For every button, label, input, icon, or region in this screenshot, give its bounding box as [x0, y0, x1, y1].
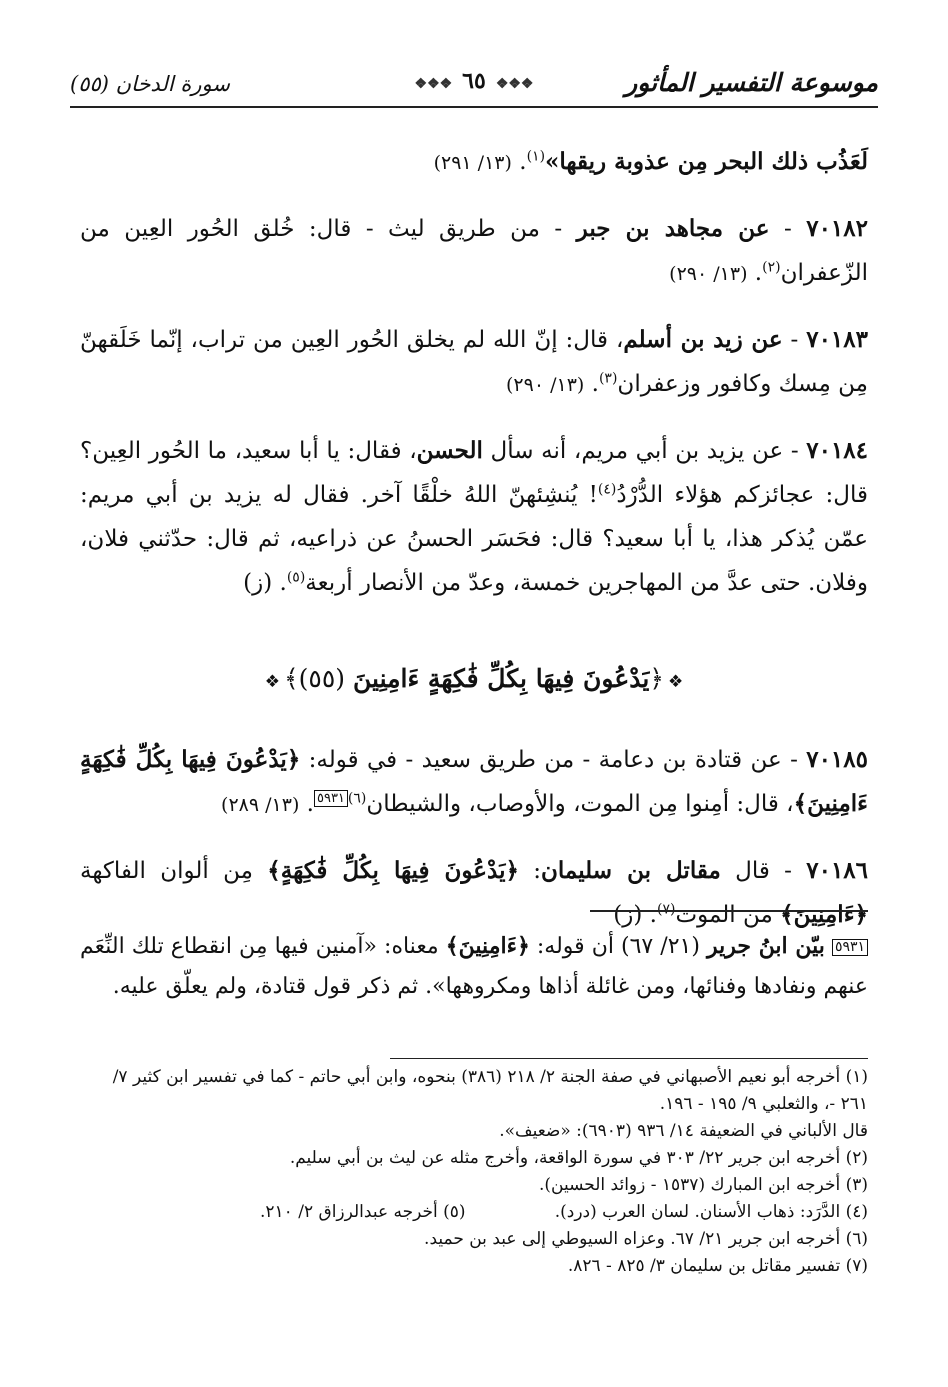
book-title: موسوعة التفسير المأثور [625, 68, 878, 97]
quran-quote: ﴿يَدْعُونَ فِيهَا بِكُلِّ فَٰكِهَةٍ ءَامِنِينَ﴾ [80, 746, 868, 817]
header-rule [70, 106, 878, 108]
verse-bracket-open: ﴿ [649, 664, 664, 693]
narration-number: ٧٠١٨٦ [806, 857, 869, 884]
note-separator [590, 910, 868, 912]
volume-reference: (١٣/ ٢٩١) [433, 152, 512, 174]
footnote-7: (٧) تفسير مقاتل بن سليمان ٣/ ٨٢٥ - ٨٢٦. [567, 1256, 868, 1276]
volume-reference: (١٣/ ٢٩٠) [669, 263, 748, 285]
footnote-marker: (٢) [762, 259, 781, 276]
footnote-separator [390, 1058, 868, 1059]
narration-text: من الموت [675, 902, 773, 928]
surah-title: سورة الدخان (٥٥) [70, 72, 230, 96]
footnote-5: (٥) أخرجه عبدالرزاق ٢/ ٢١٠. [260, 1202, 466, 1222]
footnote-6: (٦) أخرجه ابن جرير ٢١/ ٦٧. وعزاه السيوطي إلى عبد بن حميد. [424, 1229, 868, 1249]
footnote-marker: (٤) [597, 481, 617, 498]
narration-text: ، قال: أمِنوا مِن الموت، والأوصاب، والشيطان [366, 791, 794, 817]
page-header [70, 60, 878, 110]
quran-quote: ﴿ءَامِنِينَ﴾ [780, 901, 868, 928]
footnote-1: (١) أخرجه أبو نعيم الأصبهاني في صفة الجنة ٢/ ٢١٨ (٣٨٦) بنحوه، وابن أبي حاتم - كما في تفسير ابن كثير ٧/ ٢٦١ -، والثعلبي ٩/ ١٩٥ - ١٩٦. [112, 1067, 868, 1114]
narration-text: ، قال: إنّ الله لم يخلق الحُور العِين من تراب، إنّما خَلَقهنّ مِن مِسك وكافور وزعفران [80, 327, 868, 397]
ornament-icon: ❖ [667, 672, 684, 692]
narration-number: ٧٠١٨٥ [806, 746, 868, 773]
narration-text: - من طريق ليث - قال: خُلق الحُور العِين من الزّعفران [80, 216, 868, 286]
volume-reference: (١٣/ ٢٨٩) [221, 794, 300, 816]
narration-70186: ٧٠١٨٦ - قال مقاتل بن سليمان: ﴿يَدْعُونَ فِيهَا بِكُلِّ فَٰكِهَةٍ﴾ مِن ألوان الفاكهة ﴿ءَامِنِينَ﴾ من الموت$^{(٧)}$. (ز) [80, 857, 869, 928]
narration-70185: ٧٠١٨٥ - عن قتادة بن دعامة - من طريق سعيد - في قوله: ﴿يَدْعُونَ فِيهَا بِكُلِّ فَٰكِهَةٍ ءَامِنِينَ﴾، قال: أمِنوا مِن الموت، والأوصاب، والشيطان$^{(٦)}$٥٩٣١. (١٣/ ٢٨٩) [80, 746, 868, 817]
narration-70182: ٧٠١٨٢ - عن مجاهد بن جبر - من طريق ليث - قال: خُلق الحُور العِين من الزّعفران$^{(٢)}$. (١٣/ ٢٩٠) [80, 215, 868, 286]
narration-text: مِن ألوان الفاكهة [80, 858, 253, 884]
ornament-icon: ❖❖❖ [495, 76, 534, 92]
footnote-row-4-5 [80, 1199, 868, 1226]
footnote-marker: (٦) [347, 790, 367, 807]
footnote-1-grading: قال الألباني في الضعيفة ١٤/ ٩٣٦ (٦٩٠٣): «ضعيف». [499, 1121, 868, 1141]
narration-text: - قال [735, 858, 792, 884]
footnote-marker: (٥) [286, 569, 306, 586]
quran-quote: ﴿ءَامِنِينَ﴾ [445, 933, 530, 959]
main-text [80, 140, 868, 959]
quran-quote: ﴿يَدْعُونَ فِيهَا بِكُلِّ فَٰكِهَةٍ﴾ [267, 857, 519, 884]
note-text: معناه: «آمنين فيها مِن انقطاع تلك النِّعَم عنهم ونفادها وفنائها، ومن غائلة أذاها ومكروهها». ثم ذكر قول قتادة، ولم يعلّق عليه. [80, 934, 868, 999]
footnote-marker: (٣) [598, 370, 618, 387]
paragraph-continued: لَعَذُب ذلك البحر مِن عذوبة ريقها»$^{(١)}$. (١٣/ ٢٩١) [433, 148, 868, 175]
footnote-4: (٤) الدَّرَد: ذهاب الأسنان. لسان العرب (درد). [554, 1202, 868, 1222]
narration-70183: ٧٠١٨٣ - عن زيد بن أسلم، قال: إنّ الله لم يخلق الحُور العِين من تراب، إنّما خَلَقهنّ مِن مِسك وكافور وزعفران$^{(٣)}$. (١٣/ ٢٩٠) [80, 326, 868, 397]
narrator-name: عن مجاهد بن جبر [576, 215, 770, 242]
ayah-number: (٥٥) [298, 664, 346, 693]
narration-text: - عن قتادة بن دعامة - من طريق سعيد - في قوله: [308, 747, 798, 773]
narration-70184: ٧٠١٨٤ - عن يزيد بن أبي مريم، أنه سأل الحسن، فقال: يا أبا سعيد، ما الحُور العِين؟ قال: عجائزكم هؤلاء الدُّرْدُ$^{(٤)}$! يُنشِئهنّ اللهُ خلْقًا آخر. فقال له يزيد بن أبي مريم: عمّن يُذكر هذا، يا أبا سعيد؟ قال: فحَسَر الحسنُ عن ذراعيه، ثم قال: حدّثني فلان، وفلان. حتى عدَّ من المهاجرين خمسة، وعدّ من الأنصار أربعة$^{(٥)}$. (ز) [80, 437, 869, 596]
page-number: ٦٥ [462, 68, 486, 94]
narration-number: ٧٠١٨٤ [806, 437, 869, 464]
narration-text: ، فقال: يا أبا سعيد، ما الحُور العِين؟ قال: عجائزكم هؤلاء الدُّرْدُ [80, 438, 868, 508]
narrator-name: عن زيد بن أسلم [623, 326, 783, 353]
narration-text: ! يُنشِئهنّ اللهُ خلْقًا آخر. فقال له يزيد بن أبي مريم: عمّن يُذكر هذا، يا أبا سعيد؟ قال: فحَسَر الحسنُ عن ذراعيه، ثم قال: حدّثني فلان، وفلان. حتى عدَّ من المهاجرين خمسة، وعدّ من الأنصار أربعة [80, 482, 868, 596]
quran-verse-heading [80, 657, 868, 704]
footnote-marker: (٧) [656, 901, 676, 918]
source-tag: (ز) [613, 902, 643, 928]
narrator-name: مقاتل بن سليمان [541, 857, 721, 884]
page-number-block [405, 68, 544, 94]
note-author: بيّن ابنُ جرير [706, 933, 825, 959]
cross-reference-box: ٥٩٣١ [832, 939, 868, 956]
verse-text: يَدْعُونَ فِيهَا بِكُلِّ فَٰكِهَةٍ ءَامِنِينَ [353, 664, 650, 693]
footnote-2: (٢) أخرجه ابن جرير ٢٢/ ٣٠٣ في سورة الواقعة، وأخرج مثله عن ليث بن أبي سليم. [289, 1148, 868, 1168]
footnote-marker: (١) [526, 148, 546, 165]
narration-text: - عن يزيد بن أبي مريم، أنه سأل [490, 438, 799, 464]
commentary-note [80, 926, 868, 1007]
continued-text: لَعَذُب ذلك البحر مِن عذوبة ريقها» [545, 148, 868, 175]
note-text: (٢١/ ٦٧) أن قوله: [536, 934, 700, 959]
narration-number: ٧٠١٨٣ [806, 326, 868, 353]
narrator-name: الحسن [416, 437, 483, 464]
verse-bracket-close: ﴾ [284, 664, 299, 693]
ornament-icon: ❖❖❖ [414, 76, 453, 92]
cross-reference-box: ٥٩٣١ [314, 790, 348, 807]
footnotes [80, 1064, 868, 1280]
narration-number: ٧٠١٨٢ [806, 215, 868, 242]
ornament-icon: ❖ [264, 672, 280, 692]
source-tag: (ز) [243, 570, 273, 596]
footnote-3: (٣) أخرجه ابن المبارك (١٥٣٧ - زوائد الحسين). [539, 1175, 868, 1195]
volume-reference: (١٣/ ٢٩٠) [505, 374, 585, 396]
narration-text: : [533, 858, 542, 884]
